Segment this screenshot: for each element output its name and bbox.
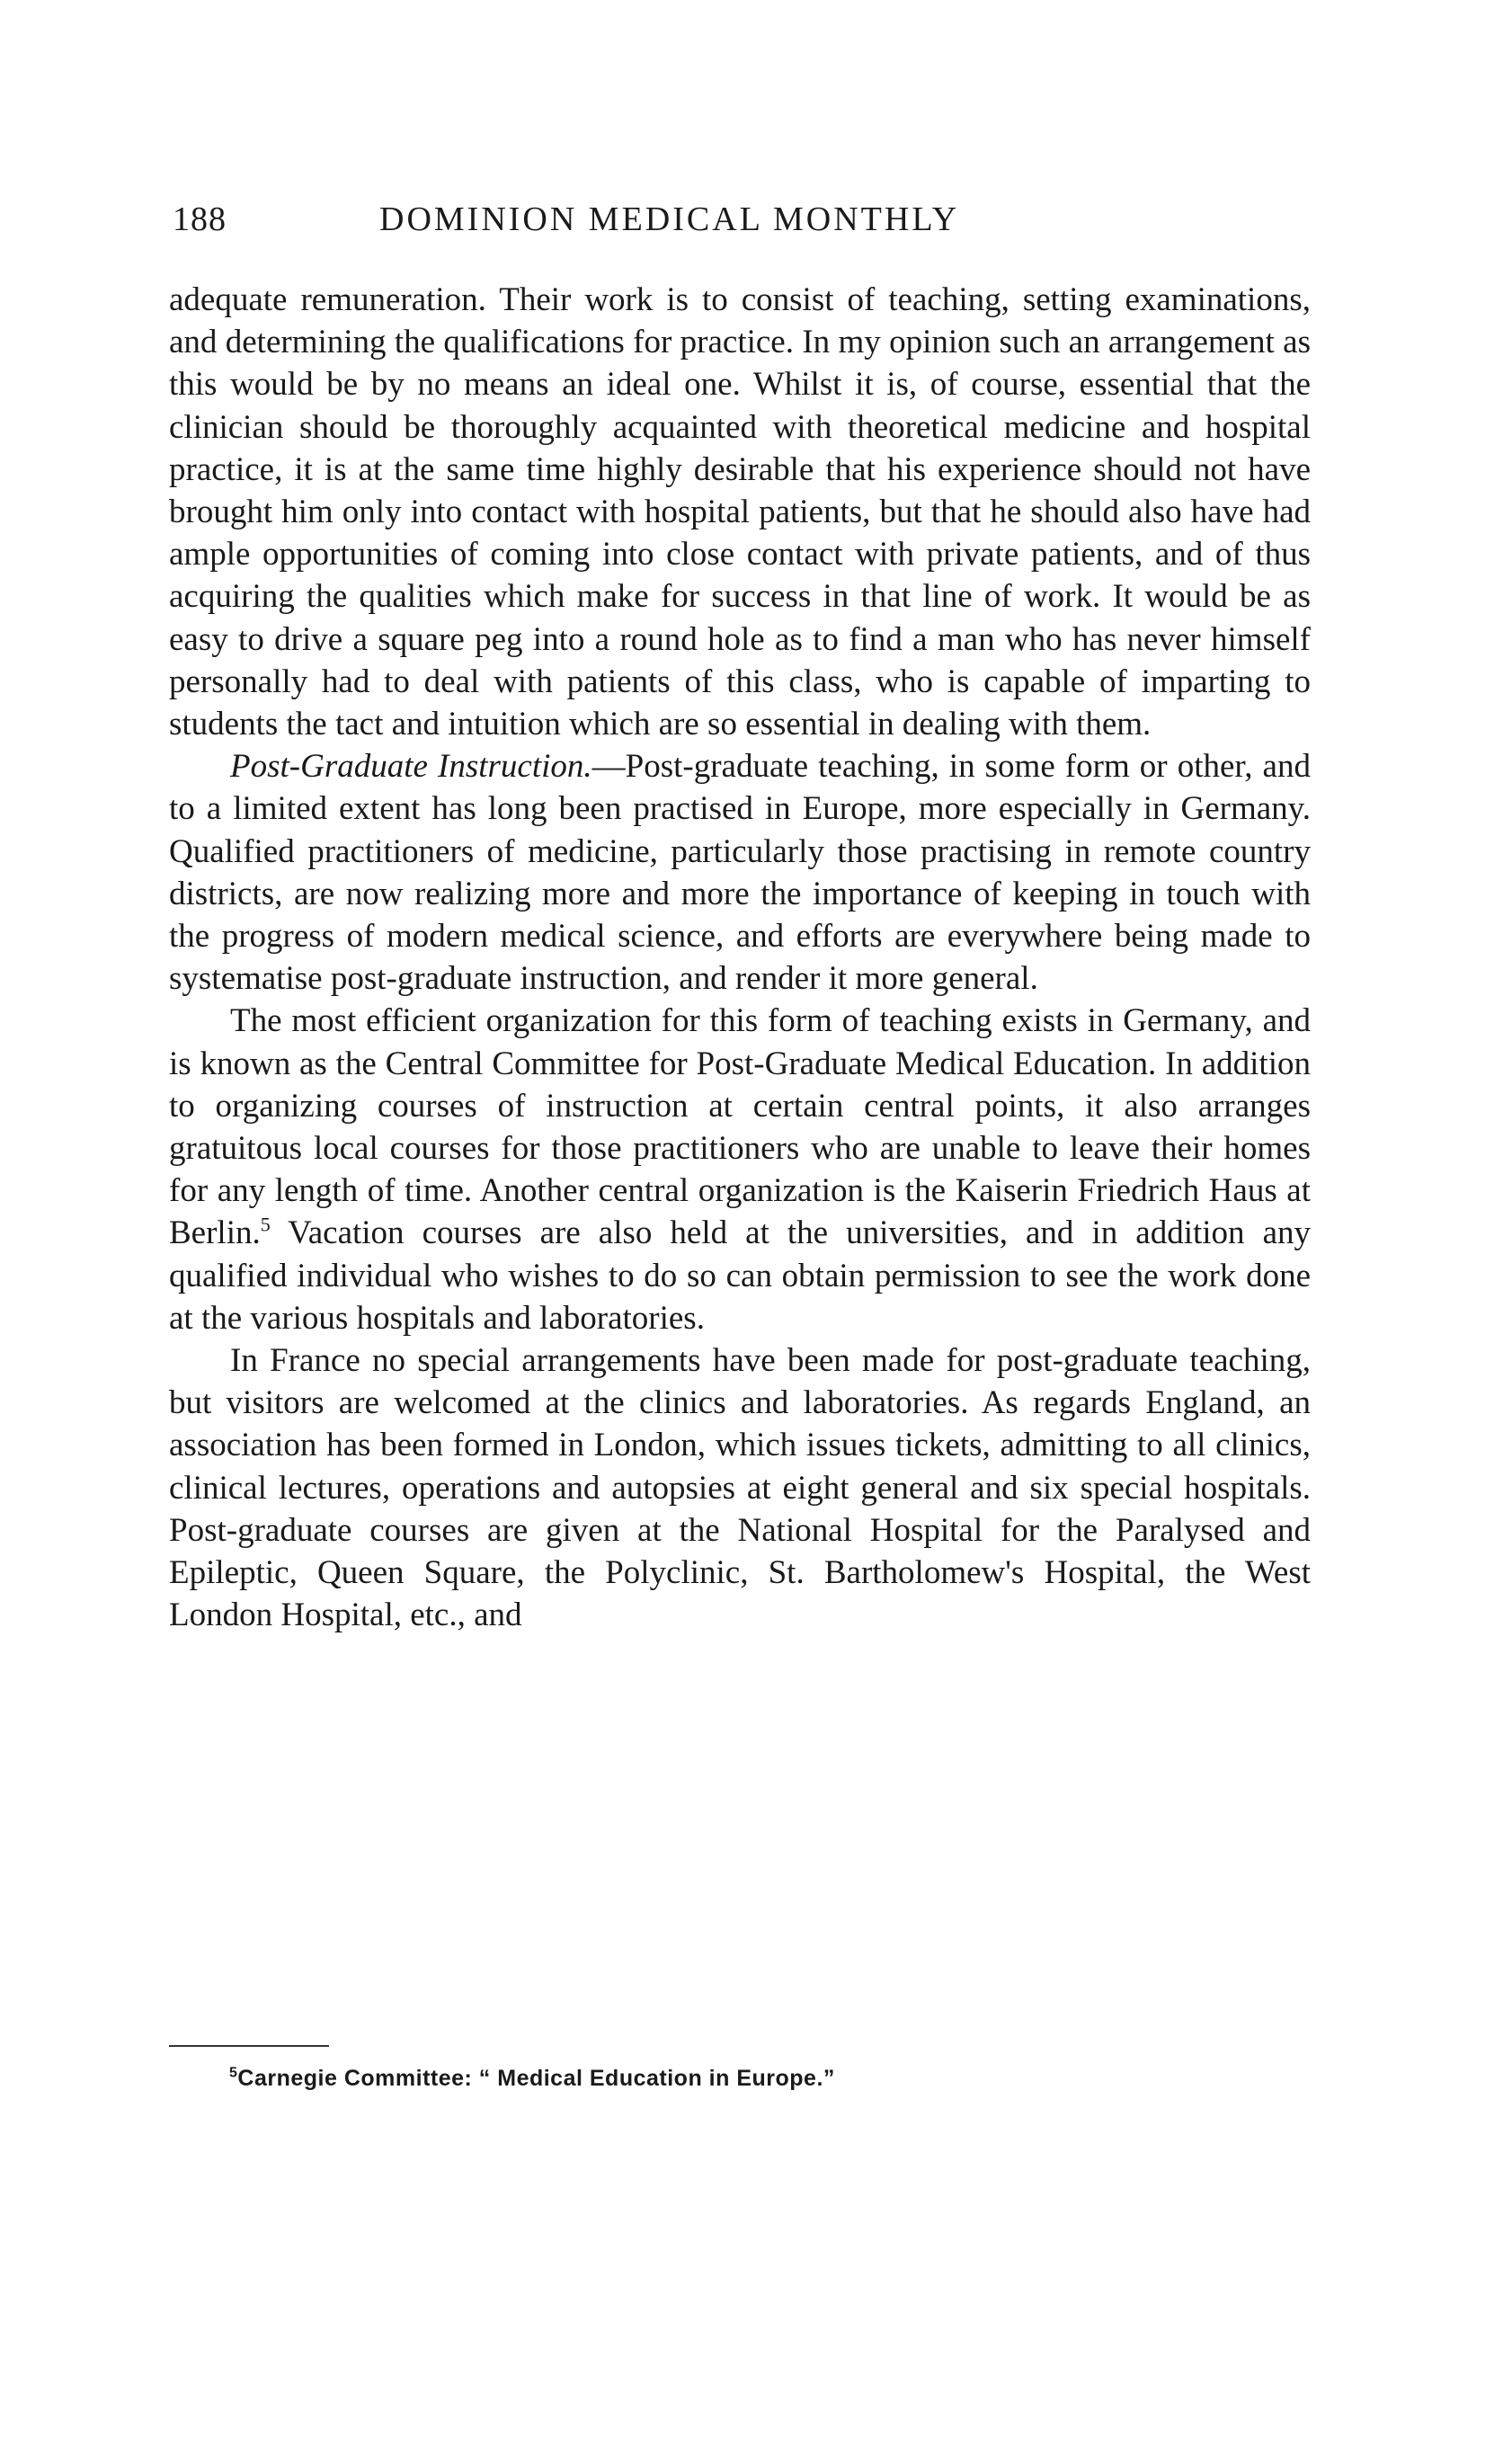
running-head: DOMINION MEDICAL MONTHLY <box>379 200 960 238</box>
paragraph-3 <box>169 1000 1311 1339</box>
footnote-divider <box>169 2045 329 2047</box>
footnote-text: Carnegie Committee: “ Medical Education in Europe.” <box>237 2066 835 2091</box>
footnote <box>229 2066 835 2092</box>
section-heading-post-graduate: Post-Graduate Instruction. <box>230 748 592 786</box>
page-header <box>173 200 1305 253</box>
paragraph-4: In France no special arrangements have been made for post-graduate teaching, but visitors are welcomed at the clinics and laboratories. As regards England, an association has been formed in London, which issues tickets, admitting to all clinics, clinical lectures, operations and autopsies at eight general and six special hospitals. Post-graduate courses are given at the National Hospital for the Paralysed and Epileptic, Queen Square, the Polyclinic, St. Bartholomew's Hospital, the West London Hospital, etc., and <box>169 1342 1311 1634</box>
paragraph-2 <box>169 745 1311 1000</box>
footnote-reference: 5 <box>260 1214 271 1237</box>
page-number: 188 <box>173 200 227 238</box>
paragraph-2-text: —Post-graduate teaching, in some form or other, and to a limited extent has long been practised in Europe, more especially in Germany. Qualified practitioners of medicine, particularly those practising in remote country districts, are now realizing more and more the importance of keeping in touch with the progress of modern medical science, and efforts are everywhere being made to systematise post-graduate instruction, and render it more general. <box>169 748 1311 998</box>
paragraph-3-text-a: The most efficient organization for this form of teaching exists in Germany, and is known as the Central Committee for Post-Graduate Medical Education. In addition to organizing courses of instruction at certain central points, it also arranges gratuitous local courses for those practitioners who are unable to leave their homes for any length of time. Another central organization is the Kaiserin Friedrich Haus at Berlin. <box>169 1002 1311 1252</box>
footnote-marker: 5 <box>229 2065 238 2081</box>
paragraph-3-text-b: Vacation courses are also held at the universities, and in addition any qualified individual who wishes to do so can obtain permission to see the work done at the various hospitals and laboratories. <box>169 1214 1311 1337</box>
body-text <box>169 279 1311 1637</box>
paragraph-1: adequate remuneration. Their work is to consist of teaching, setting examinations, and determining the qualifications for practice. In my opinion such an arrangement as this would be by no means an ideal one. Whilst it is, of course, essential that the clinician should be thoroughly acquainted with theoretical medicine and hospital practice, it is at the same time highly desirable that his experience should not have brought him only into contact with hospital patients, but that he should also have had ample opportunities of coming into close contact with private patients, and of thus acquiring the qualities which make for success in that line of work. It would be as easy to drive a square peg into a round hole as to find a man who has never himself personally had to deal with patients of this class, who is capable of imparting to students the tact and intuition which are so essential in dealing with them. <box>169 281 1311 743</box>
